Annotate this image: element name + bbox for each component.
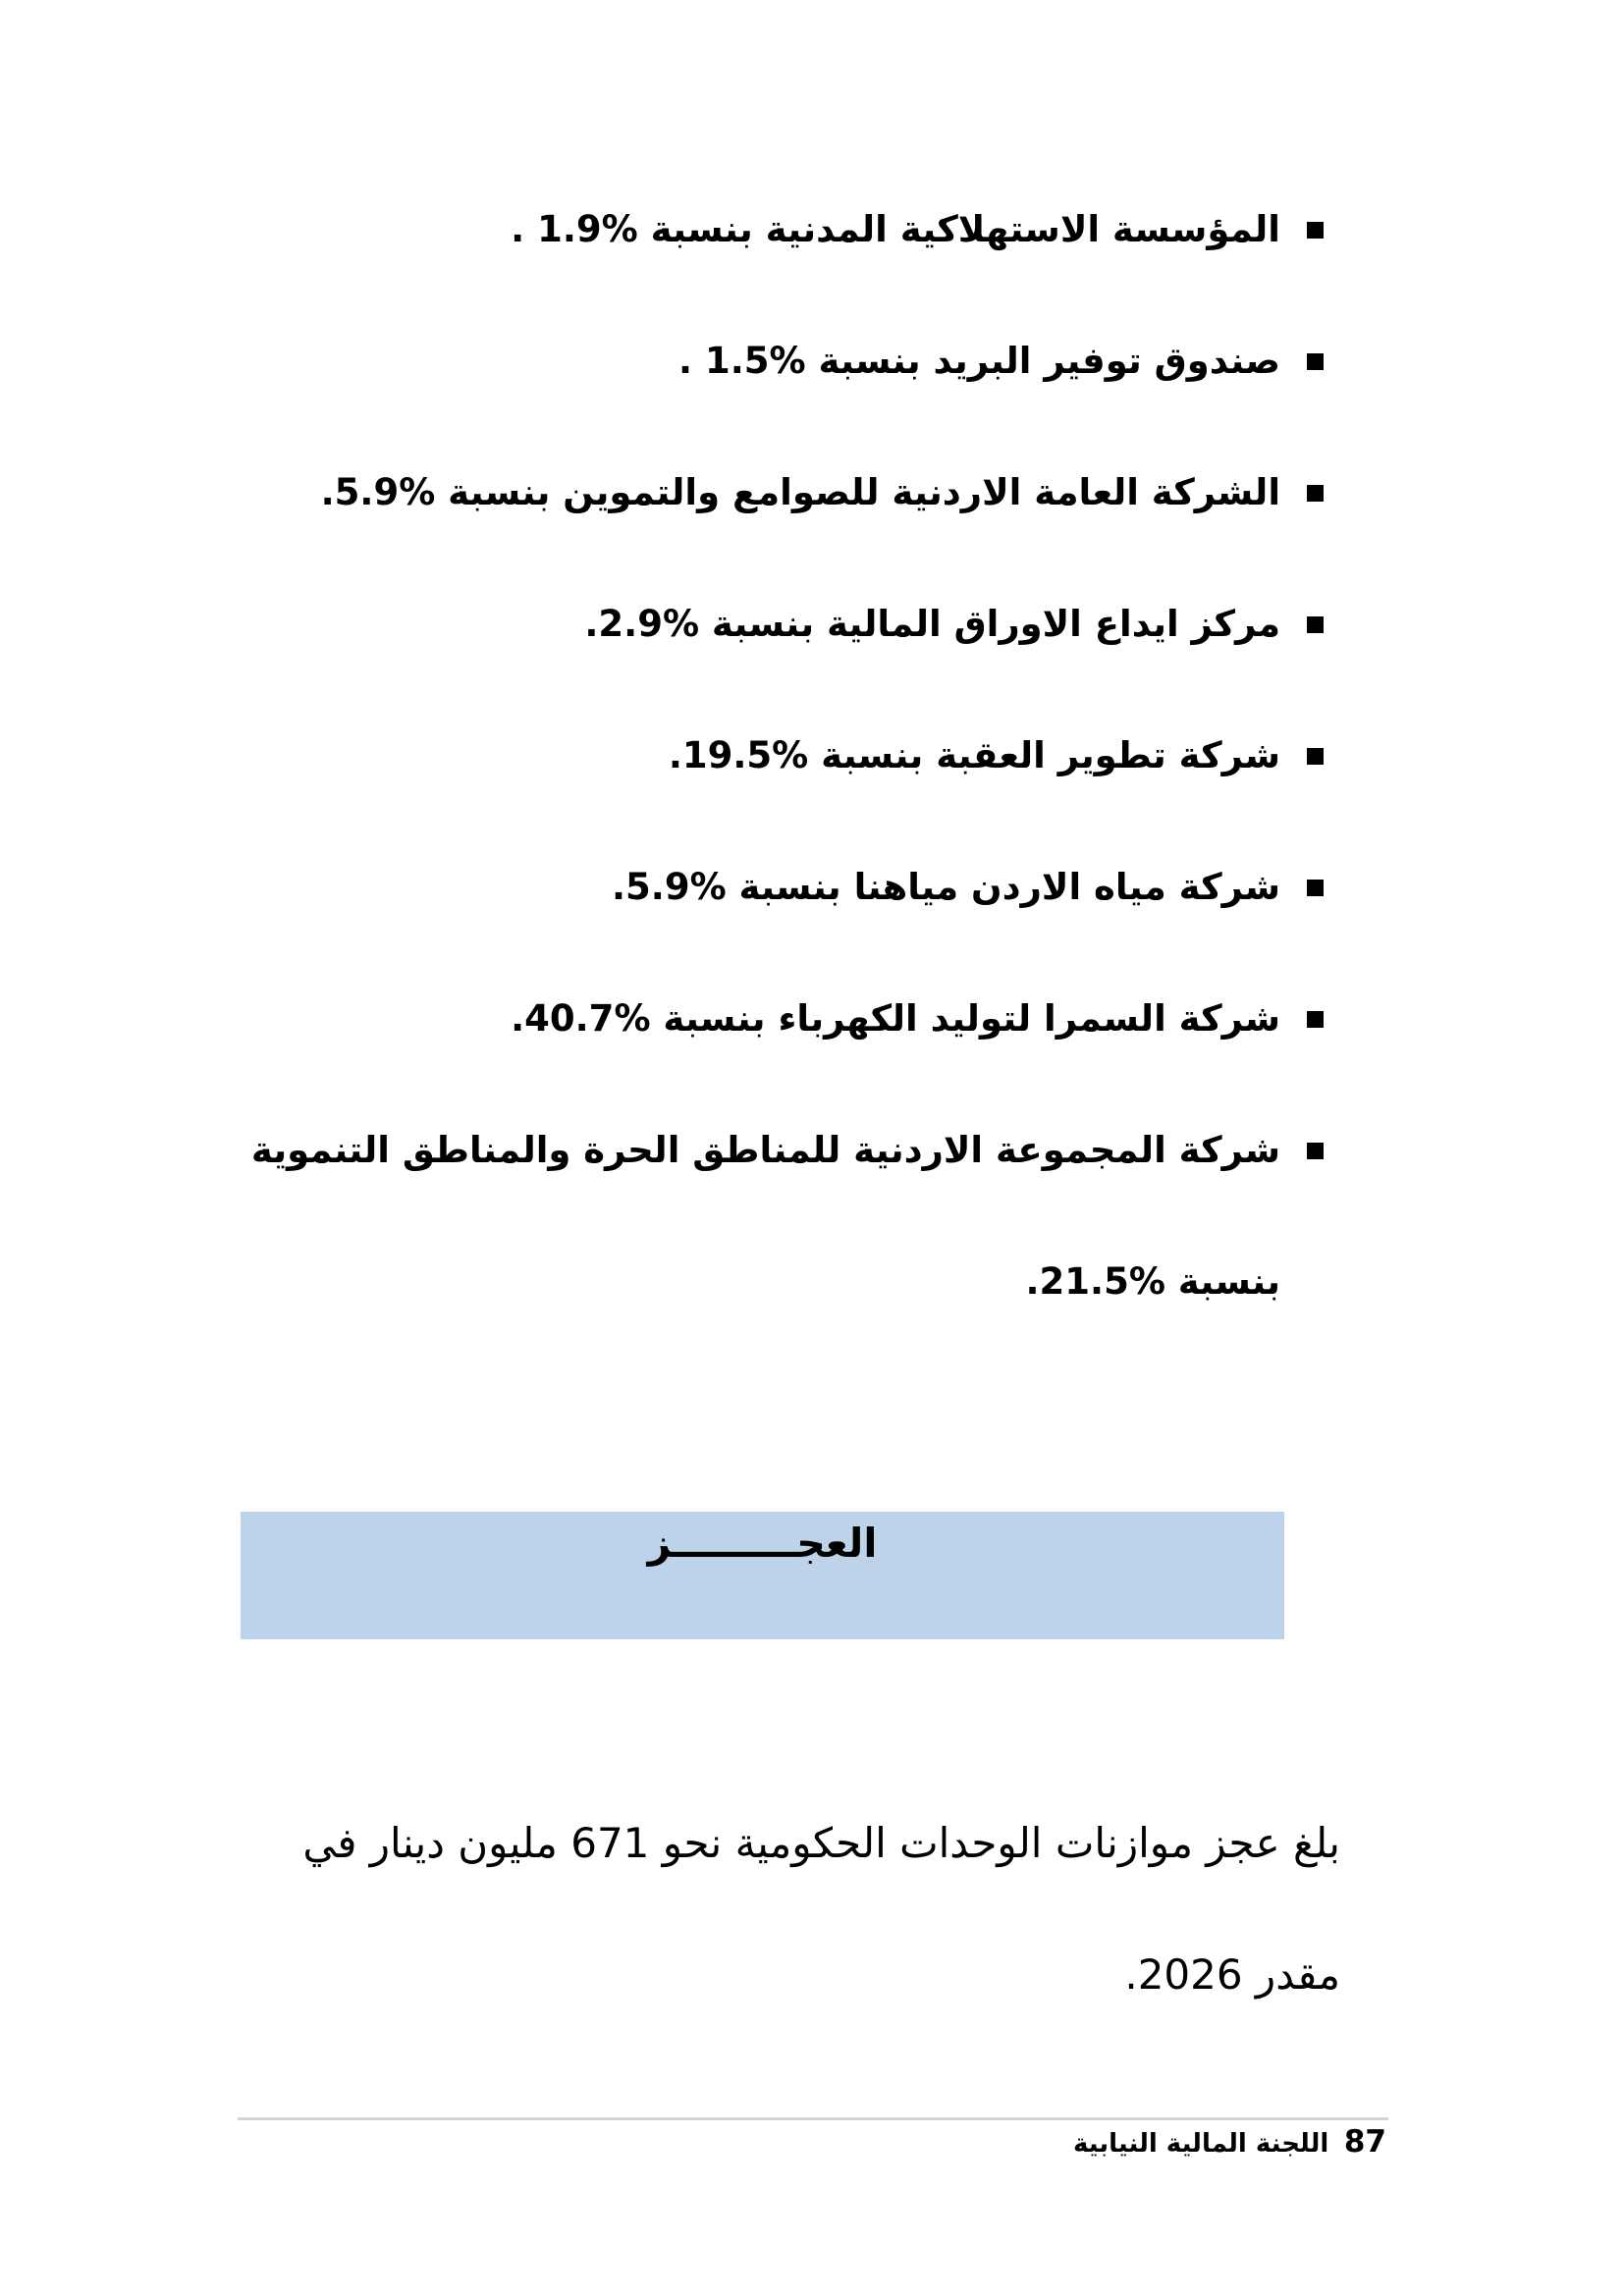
- bullet-square-icon: [1307, 353, 1324, 370]
- bullet-square-icon: [1307, 485, 1324, 502]
- list-item: [245, 822, 1324, 953]
- deficit-paragraph: [172, 1778, 1340, 2041]
- list-item-text: المؤسسة الاستهلاكية المدنية بنسبة %1.9 .: [511, 208, 1280, 250]
- list-item: [245, 953, 1324, 1085]
- list-item-text: شركة تطوير العقبة بنسبة %19.5.: [668, 734, 1280, 776]
- page-footer: [236, 2120, 1386, 2168]
- list-item-text: شركة مياه الاردن مياهنا بنسبة %5.9.: [611, 866, 1280, 908]
- deficit-section-header: [241, 1512, 1284, 1639]
- list-item-text: صندوق توفير البريد بنسبة %1.5 .: [678, 340, 1280, 382]
- bullet-square-icon: [1307, 880, 1324, 896]
- bullet-square-icon: [1307, 616, 1324, 633]
- list-item: [245, 690, 1324, 822]
- paragraph-line: بلغ عجز موازنات الوحدات الحكومية نحو 671 مليون دينار في: [302, 1819, 1340, 1867]
- list-item-text: مركز ايداع الاوراق المالية بنسبة %2.9.: [584, 603, 1280, 645]
- percentage-bullet-list: [245, 164, 1324, 1348]
- page-number: 87: [1343, 2124, 1386, 2160]
- bullet-square-icon: [1307, 748, 1324, 765]
- list-item-text: شركة المجموعة الاردنية للمناطق الحرة والمناطق التنموية بنسبة %21.5.: [250, 1129, 1280, 1303]
- list-item-text: شركة السمرا لتوليد الكهرباء بنسبة %40.7.: [511, 997, 1280, 1040]
- list-item: [245, 164, 1324, 295]
- list-item: [245, 427, 1324, 559]
- list-item: [245, 559, 1324, 690]
- list-item: [245, 1085, 1324, 1348]
- list-item-text: الشركة العامة الاردنية للصوامع والتموين بنسبة %5.9.: [320, 471, 1280, 513]
- list-item: [245, 295, 1324, 427]
- footer-committee-label: اللجنة المالية النيابية: [1072, 2129, 1329, 2159]
- paragraph-line: مقدر 2026.: [1124, 1950, 1340, 1999]
- section-title: العجـــــــــز: [647, 1520, 878, 1567]
- bullet-square-icon: [1307, 222, 1324, 239]
- bullet-square-icon: [1307, 1011, 1324, 1028]
- bullet-square-icon: [1307, 1143, 1324, 1159]
